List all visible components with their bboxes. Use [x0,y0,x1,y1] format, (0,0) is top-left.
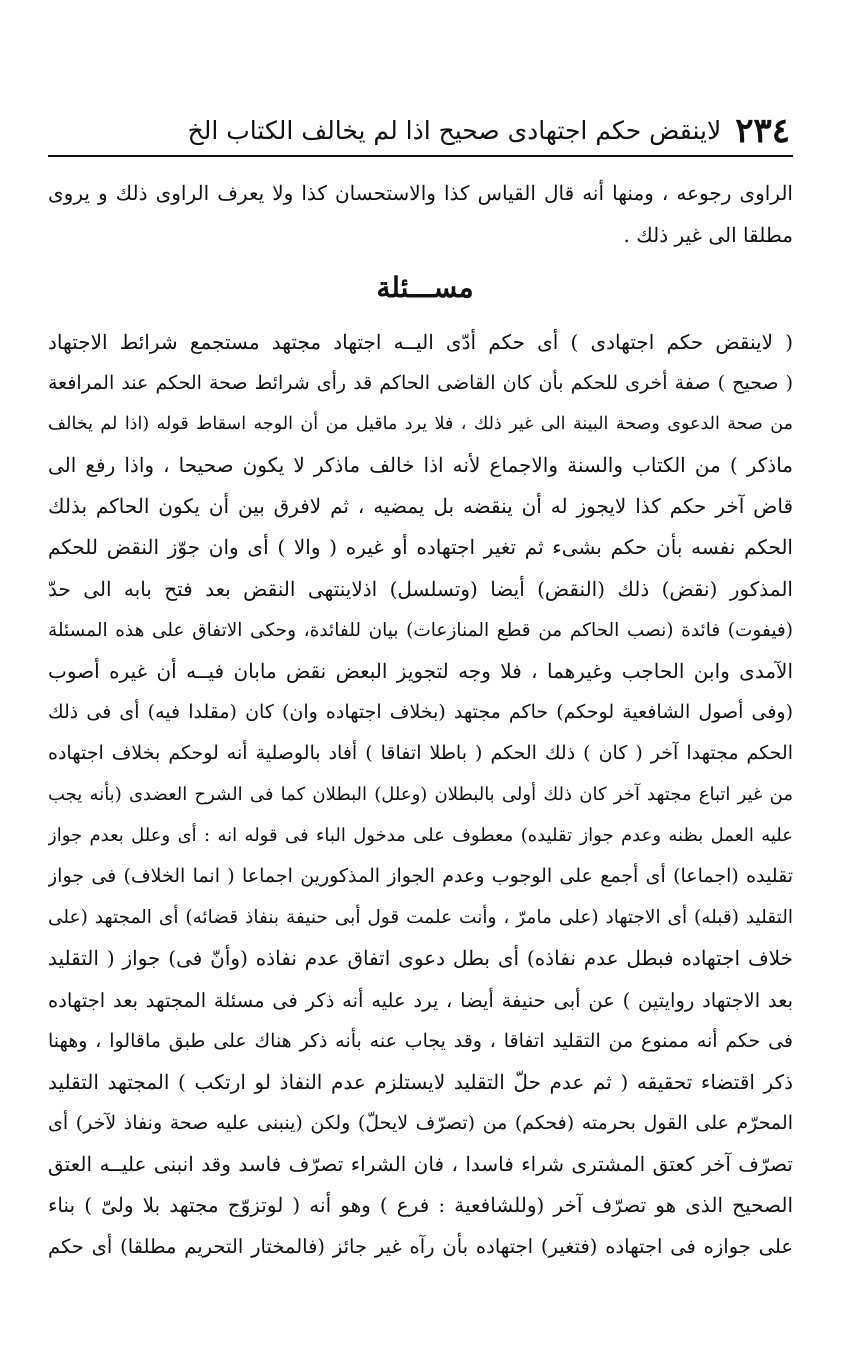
page-number: ٢٣٤ [735,111,790,151]
intro-paragraph: الراوى رجوعه ، ومنها أنه قال القياس كذا والاستحسان كذا ولا يعرف الراوى ذلك و يروى مطلقا الى غير ذلك . [48,181,793,247]
text-line: المذكور (نقض) ذلك (النقض) أيضا (وتسلسل) اذلاينتهى النقض بعد فتح بابه الى حدّ [48,576,793,601]
text-line: الآمدى وابن الحاجب وغيرهما ، فلا وجه لتجويز البعض نقض مابان فيــه أن غيره أصوب [48,658,793,683]
text-line: ( لاينقض حكم اجتهادى ) أى حكم أدّى اليــه اجتهاد مجتهد مستجمع شرائط الاجتهاد [48,330,793,354]
text-line: تقليده (اجماعا) أى أجمع على الوجوب وعدم الجواز المذكورين اجماعا ( انما الخلاف) فى جواز [48,865,793,888]
text-line: الحكم مجتهدا آخر ( كان ) ذلك الحكم ( باطلا اتفاقا ) أفاد بالوصلية أنه لوحكم بخلاف اجتهاده [48,741,793,764]
text-line: تصرّف آخر كعتق المشترى شراء فاسدا ، فان الشراء تصرّف فاسد وقد انبنى عليــه العتق [48,1151,793,1176]
text-line: المحرّم على القول بحرمته (فحكم) من (تصرّف لايحلّ) ولكن (ينبنى عليه صحة ونفاذ لآخر) أى [48,1111,793,1134]
body-text [48,322,793,1267]
page-header [50,108,790,154]
text-line: بعد الاجتهاد روايتين ) عن أبى حنيفة أيضا ، يرد عليه أنه ذكر فى مسئلة المجتهد بعد اجتهاده [48,988,793,1012]
text-line: خلاف اجتهاده فبطل عدم نفاذه) أى بطل دعوى اتفاق عدم نفاذه (وأنّ فى) جواز ( التقليد [48,946,793,971]
section-heading: مســـئلة [376,271,474,304]
text-line: (وفى أصول الشافعية لوحكم) حاكم مجتهد (بخلاف اجتهاده وان) كان (مقلدا فيه) أى فى ذلك [48,700,793,723]
text-line: عليه العمل بظنه وعدم جواز تقليده) معطوف على مدخول الباء فى قوله انه : أى وعلل بعدم جواز [48,825,793,847]
text-line: فى حكم أنه ممنوع من التقليد اتفاقا ، وقد يجاب عنه بأنه ذكر هناك على طبق ماقالوا ، وههنا [48,1029,793,1052]
text-line: ( صحيح ) صفة أخرى للحكم بأن كان القاضى الحاكم قد رأى شرائط صحة الحكم عند المرافعة [48,372,793,395]
header-rule [48,155,793,157]
text-line: ذكر اقتضاء تحقيقه ( ثم عدم حلّ التقليد لايستلزم عدم النفاذ لو ارتكب ) المجتهد التقليد [48,1069,793,1094]
text-line: على جوازه فى اجتهاده (فتغير) اجتهاده بأن رآه غير جائز (فالمختار التحريم مطلقا) أى حكم [48,1235,793,1259]
text-line: من غير اتباع مجتهد آخر كان ذلك أولى بالبطلان (وعلل) البطلان كما فى الشرح العضدى (بأنه يجب [48,784,793,806]
text-line: (فيفوت) فائدة (نصب الحاكم من قطع المنازعات) بيان للفائدة، وحكى الاتفاق على هذه المسئلة [48,619,793,641]
text-line: ماذكر ) من الكتاب والسنة والاجماع لأنه اذا خالف ماذكر لا يكون صحيحا ، واذا رفع الى [48,453,793,478]
text-line: الصحيح الذى هو تصرّف آخر (وللشافعية : فرع ) وهو أنه ( لوتزوّج مجتهد بلا ولىّ ) بناء [48,1192,793,1217]
running-title: لاينقض حكم اجتهادى صحيح اذا لم يخالف الكتاب الخ [187,116,722,145]
text-line: الحكم نفسه بأن حكم بشىء ثم تغير اجتهاده أو غيره ( والا ) أى وان جوّز النقض للحكم [48,535,793,560]
text-line: من صحة الدعوى وصحة البينة الى غير ذلك ، فلا يرد ماقيل من أن الوجه اسقاط قوله (اذا لم يخالف [48,414,793,435]
text-line: قاض آخر حكم كذا لايجوز له أن ينقضه بل يمضيه ، ثم لافرق بين أن يكون الحاكم بذلك [48,494,793,519]
text-line: التقليد (قبله) أى الاجتهاد (على مامرّ ، وأنت علمت قول أبى حنيفة بنفاذ قضائه) أى المجتهد (على [48,907,793,929]
